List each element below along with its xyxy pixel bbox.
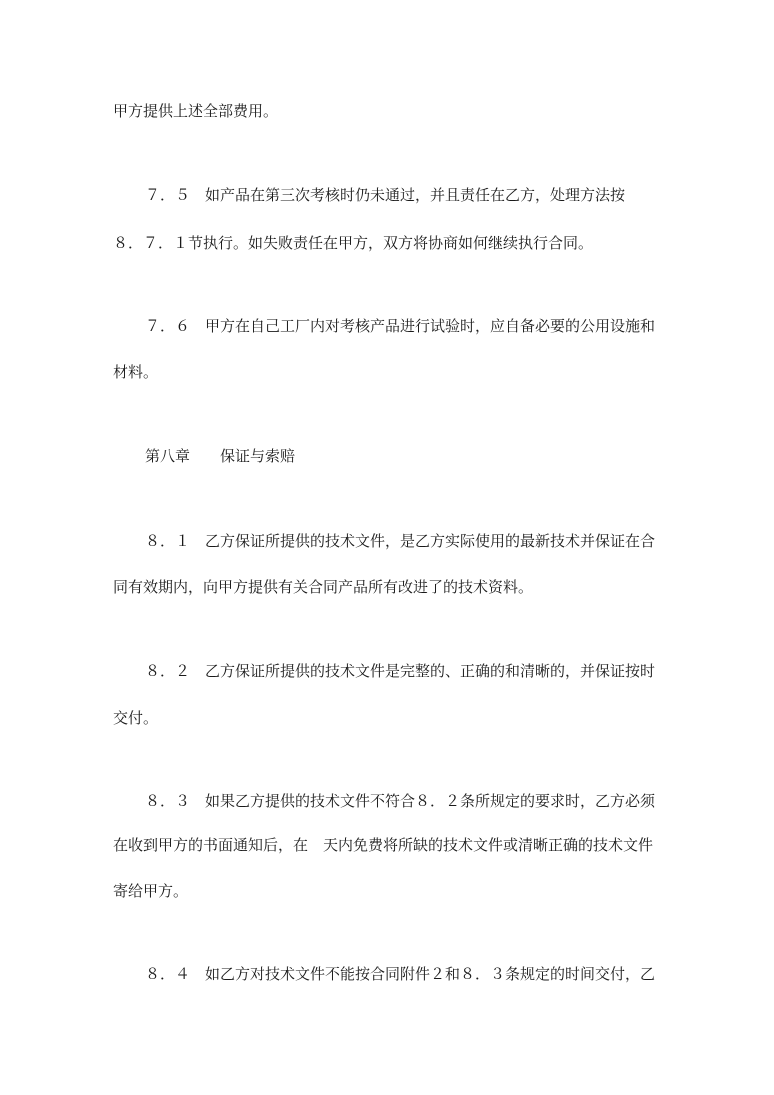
clause-7-5-line-2: ８．７．１节执行。如失败责任在甲方，双方将协商如何继续执行合同。 [113, 234, 594, 252]
clause-7-6-line-1: ７．６ 甲方在自己工厂内对考核产品进行试验时，应自备必要的公用设施和 [145, 317, 656, 335]
clause-8-3-line-1: ８．３ 如果乙方提供的技术文件不符合８．２条所规定的要求时，乙方必须 [145, 792, 656, 810]
clause-7-5-line-1: ７．５ 如产品在第三次考核时仍未通过，并且责任在乙方，处理方法按 [145, 186, 626, 204]
clause-8-3-line-3: 寄给甲方。 [113, 882, 189, 900]
clause-8-2-line-2: 交付。 [113, 709, 159, 727]
clause-8-3-line-2: 在收到甲方的书面通知后，在 天内免费将所缺的技术文件或清晰正确的技术文件 [113, 836, 654, 854]
clause-8-1-line-2: 同有效期内，向甲方提供有关合同产品所有改进了的技术资料。 [113, 578, 534, 596]
chapter-heading: 第八章 保证与索赔 [145, 447, 296, 465]
clause-8-1-line-1: ８．１ 乙方保证所提供的技术文件，是乙方实际使用的最新技术并保证在合 [145, 532, 656, 550]
clause-8-2-line-1: ８．２ 乙方保证所提供的技术文件是完整的、正确的和清晰的，并保证按时 [145, 662, 656, 680]
text-line: 甲方提供上述全部费用。 [113, 102, 279, 120]
clause-8-4-line-1: ８．４ 如乙方对技术文件不能按合同附件２和８．３条规定的时间交付，乙 [145, 965, 656, 983]
clause-7-6-line-2: 材料。 [113, 363, 159, 381]
